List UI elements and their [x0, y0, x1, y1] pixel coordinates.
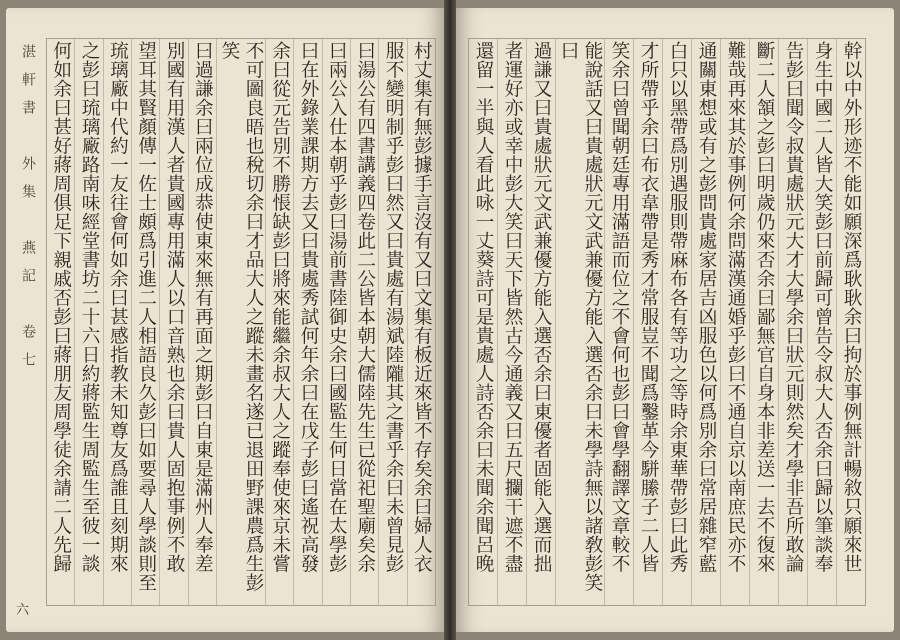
text-column — [265, 39, 293, 605]
column-text: 告彭曰聞令叔貴處狀元大才大學余曰狀元則然矣才學非吾所敢論 — [783, 41, 804, 573]
right-page — [456, 8, 894, 632]
text-column — [131, 39, 159, 605]
column-text: 曰兩公入仕本朝乎彭曰湯前書陸御史余曰國監生何日當在太學彭 — [326, 41, 348, 573]
column-text: 望耳其賢顏傳一佐士頗爲引進二人相語良久彭曰如要尋人學談則至 — [135, 41, 157, 592]
column-text: 服不變明制乎彭曰然又曰貴處有湯斌陸隴其之書乎余曰未曾見彭 — [383, 41, 404, 573]
left-page — [6, 8, 444, 632]
column-text: 曰在外錄業課期方去又曰貴處秀試何年余曰在戊子彭曰遙祝高發 — [298, 41, 320, 573]
column-text: 能說話又曰貴處狀元文武兼優方能入選否余曰未學詩無以諸敎彭笑曰 — [558, 41, 603, 592]
text-column — [378, 39, 406, 605]
text-column — [720, 39, 749, 605]
text-column — [749, 39, 778, 605]
column-text: 還留一半與人看此咏一丈葵詩可是貴處人詩否余曰未聞余聞呂晚 — [473, 41, 494, 573]
left-text-grid — [46, 38, 436, 606]
column-text: 何如余曰甚好蔣周俱足下親戚否彭曰蔣朋友周學徒余請二人先歸 — [50, 41, 72, 573]
column-text: 幹以中外形迹不能如願深爲耿耿余曰拘於事例無計暢敘只願來世 — [841, 41, 862, 573]
column-text: 村丈集有無彭據手言沒有又曰文集有板近來皆不存矣余曰婦人衣 — [411, 41, 433, 573]
column-text: 斷二人頷之彭曰明歲仍來否余曰鄙無官自身本非差送一去不復來 — [754, 41, 775, 573]
text-column — [322, 39, 350, 605]
text-column — [691, 39, 720, 605]
text-column — [350, 39, 378, 605]
text-column — [807, 39, 836, 605]
text-column — [159, 39, 187, 605]
column-text: 過謙又曰貴處狀元文武兼優方能入選否余曰東優者固能入選而拙 — [531, 41, 552, 573]
right-text-grid — [468, 38, 866, 606]
column-text: 身生中國二人皆大笑彭曰前歸可曾告令叔大人否余曰歸以筆談奉 — [812, 41, 833, 573]
text-column — [188, 39, 216, 605]
text-column — [555, 39, 604, 605]
column-text: 別國有用漢人者貴國專用滿人以口音熟也余曰貴人固抱事例不敢 — [164, 41, 186, 573]
text-column — [216, 39, 265, 605]
column-text: 通關東想或有之彭問貴處家居吉凶服色以何爲別余曰常居雜窄藍 — [696, 41, 717, 573]
book-gutter — [444, 0, 456, 640]
text-column — [103, 39, 131, 605]
page-number: 六 — [16, 603, 30, 618]
text-column — [407, 39, 435, 605]
column-text: 笑余曰曾聞朝廷專用滿語而位之不會何也彭曰會學翻譯文章較不 — [609, 41, 630, 573]
text-column — [778, 39, 807, 605]
text-column — [836, 39, 865, 605]
column-text: 才所帶乎余曰布衣韋帶是秀才常服豈不聞爲鑿革今駢縢子二人皆 — [638, 41, 659, 573]
column-text: 者運好亦或幸中彭大笑曰天下皆然古今通義又曰五尺攔干遮不盡 — [502, 41, 523, 573]
column-text: 曰過謙余曰兩位成恭使東來無有再面之期彭曰自東是滿州人奉差 — [192, 41, 214, 573]
text-column — [47, 39, 74, 605]
margin-note: 湛軒書 外集 燕記 卷七 — [20, 44, 36, 380]
column-text: 余曰從元告別不勝悵缺彭曰將來能繼余叔大人之蹤奉使來京未嘗 — [269, 41, 291, 573]
column-text: 白只以黑帶爲別遇服則帶麻布各有等功之等時余東華帶彭曰此秀 — [667, 41, 688, 573]
text-column — [497, 39, 526, 605]
column-text: 之彭曰琉璃廠路南味經堂書坊二十六日約蔣監生周監生至彼一談 — [79, 41, 101, 573]
column-text: 曰湯公有四書講義四卷此二公皆本朝大儒陸先生已從祀聖廟矣余 — [354, 41, 376, 573]
text-column — [633, 39, 662, 605]
text-column — [293, 39, 321, 605]
text-column — [74, 39, 102, 605]
column-text: 不可圖良晤也稅切余曰才品大人之蹤未畫名遂已退田野課農爲生彭笑 — [219, 41, 265, 592]
text-column — [662, 39, 691, 605]
text-column — [526, 39, 555, 605]
text-column — [604, 39, 633, 605]
text-column — [469, 39, 497, 605]
column-text: 難哉再來其於事例何余問滿漢通婚乎彭曰不通自京以南庶民亦不 — [725, 41, 746, 573]
column-text: 琉璃廠中代約一友往會何如余曰甚感指教未知尊友爲誰且刻期來 — [107, 41, 129, 573]
